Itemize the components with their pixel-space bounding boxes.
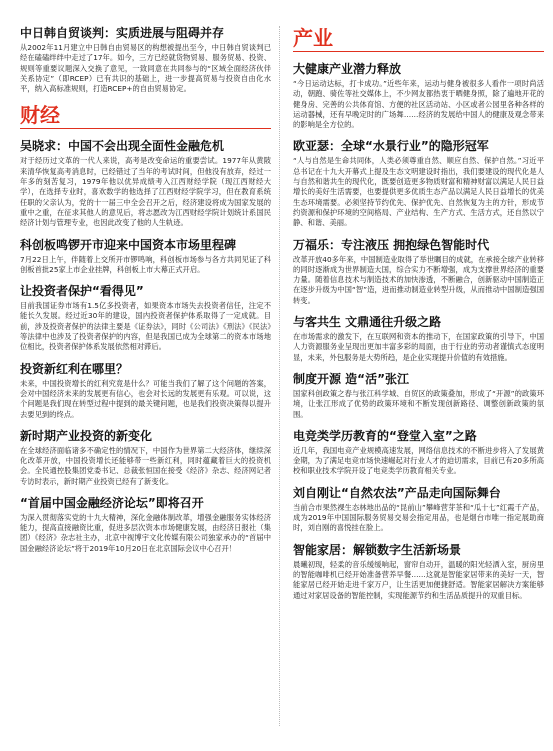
article-headline: 刘自刚让“自然农法”产品走向国际舞台 xyxy=(293,485,501,500)
article xyxy=(293,486,544,534)
article xyxy=(293,429,544,477)
article-headline: 中日韩自贸谈判：实质进展与阻碍并存 xyxy=(20,26,225,40)
article-headline: 欧亚瑟：全球“水景行业”的隐形冠军 xyxy=(293,139,489,154)
article-body: 近几年，我国电竞产业规模高速发展，网络信息技术的不断进步将入了发展黄金期，为了满足电竞市场快速崛起对行业人才的迫切需求，目前已有20多所高校和职业技术学院开设了电竞类学历教育相关专业。 xyxy=(293,445,544,476)
article xyxy=(20,139,271,228)
article-headline: 新时期产业投资的新变化 xyxy=(20,428,153,443)
article-body: 改革开放40多年来，中国制造业取得了举世瞩目的成就，在承接全球产业转移的同时逐渐成为世界制造大国，综合实力不断增强，成为支撑世界经济的重要力量。随着信息技术与制造技术的加快渗透，不断融合，创新驱动中国制造正在逐步升级为中国“智”造，进而推动制造业转型升级，从而推动中国制造强国转变。 xyxy=(293,254,544,305)
article-headline: 与客共生 文鼎通往升级之路 xyxy=(293,315,442,330)
section-header-industry xyxy=(293,26,544,52)
article xyxy=(293,372,544,420)
article xyxy=(20,496,271,554)
article-body: 为深入贯彻落实党的十九大精神，深化金融体制改革，增强金融服务实体经济能力，提高直接融资比重，促进多层次资本市场健康发展，由经济日报社（集团）《经济》杂志社主办，北京中视博宇文化传媒有限公司独家承办的“首届中国金融经济论坛”将于2019年10月20日在北京国际会议中心召开！ xyxy=(20,512,271,553)
article-body: 从2002年11月建立中日韩自由贸易区的构想被提出至今，中日韩自贸谈判已经在磕磕绊绊中走过了17年。如今，三方已经就货物贸易、服务贸易、投资、规则等重要议题深入交换了意见，一致同意在共同参与的“区域全面经济伙伴关系协定”（即RCEP）已有共识的基础上，进一步提高贸易与投资自由化水平，纳入高标准规则，打造RCEP+的自由贸易协定。 xyxy=(20,43,271,94)
article-body: 7月22日上午，伴随着上交所开市锣鸣响，科创板市场参与各方共同见证了科创板首批25家上市企业挂牌，科创板上市大幕正式开启。 xyxy=(20,254,271,274)
article-body: 国家科创政策之春与张江科学城、自贸区的政策叠加，形成了“开源”的政策环境，让张江形成了优势的政策环境和不断发现创新路径、调整创新政策的氛围。 xyxy=(293,388,544,419)
article-headline: 投资新红利在哪里？ xyxy=(20,361,129,376)
left-column xyxy=(20,26,271,563)
article-headline: 科创板鸣锣开市迎来中国资本市场里程碑 xyxy=(20,237,237,252)
section-header-finance xyxy=(20,103,271,129)
article-headline: 吴晓求：中国不会出现全面性金融危机 xyxy=(20,139,225,154)
article-headline: 万福乐：专注液压 拥抱绿色智能时代 xyxy=(293,237,490,252)
section-title: 财经 xyxy=(20,103,60,128)
article xyxy=(20,26,271,94)
article-headline: “首届中国金融经济论坛”即将召开 xyxy=(20,495,204,510)
article xyxy=(293,139,544,228)
article xyxy=(293,543,544,601)
article-body: 在全球经济面临诸多不确定性的情况下，中国作为世界第二大经济体，继续深化改革开放，中国投资增长还能够带一些新红利，同时蕴藏着巨大的投资机会。全民通控股集团党委书记、总裁张恒国在接受《经济》杂志、经济网记者专访时表示，新时期产业投资已经有了新变化。 xyxy=(20,445,271,486)
article xyxy=(20,429,271,487)
article-body: 当前合市果然裸生态林地出品的“昆前山”攀峰营芽茶和“瓜十七”红霞千产品，成为2019年中国国际服务贸易交易会指定用品，也是烟台市唯一指定展助商时，刘自刚的喜悦挂在脸上。 xyxy=(293,502,544,533)
right-column xyxy=(293,26,544,610)
article-headline: 智能家居：解锁数字生活新场景 xyxy=(293,542,462,557)
article-body: 目前我国证券市场有1.5亿多投资者，如果资本市场失去投资者信任，注定不能长久发展。经过近30年的建设，国内投资者保护体系取得了一定成就。目前，涉及投资者保护的法律主要是《证券法》，同时《公司法》《刑法》《民法》等法律中也涉及了投资者保护的内容，但是我国已成为全球第二的资本市场地位相比，投资者保护体系发展依然相对滞后。 xyxy=(20,301,271,352)
article xyxy=(20,238,271,276)
article xyxy=(293,315,544,363)
article-headline: 电竞类学历教育的“登堂入室”之路 xyxy=(293,428,477,443)
article-body: 晨曦初现，轻柔的音乐缓缓响起，窗帘自动开，温暖的阳光轻洒入室，厨房里的智能咖啡机已经开始准备营养早餐……这就是智能家居带来的美好一天，智能家居已经开始走进千家万户，让生活更加便捷舒适。智能家居解决方案能够通过对家居设备的智能控制，实现能源节约和生活品质提升的双重目标。 xyxy=(293,559,544,600)
article-body: 在市场需求的激发下，在互联网和资本的推动下，在国家政策的引导下，中国人力资源服务业呈现出更加丰富多彩的局面，由于行业的劳动者谨慎式态度明显，未来，外包服务是大势所趋，是企业实现提升价值的有效措施。 xyxy=(293,332,544,362)
section-title: 产业 xyxy=(293,26,333,50)
article-headline: 大健康产业潜力释放 xyxy=(293,62,402,76)
article-body: 对于经历过文革的一代人来说，高考是改变命运的重要尝试。1977年从黄陂来清华恢复高考消息时，已经错过了当年的考试时间，但他没有放弃，经过一年多的刻苦复习，1979年他以优异成绩考入江西财经学院（现江西财经大学），在选择专业时，喜欢数学的他选择了江西财经学院学习，但在教育系统任职的父亲认为，党的十一届三中全会召开之后，经济建设将成为国家发展的重中之重，在征求其他人的意见后，将志愿改为江西财经学院计划统计系国民经济计划与管理专业，也因此改变了他的人生轨迹。 xyxy=(20,156,271,228)
column-divider xyxy=(279,26,280,726)
section-rule xyxy=(293,51,544,52)
article xyxy=(20,362,271,420)
article-headline: 让投资者保护“看得见” xyxy=(20,284,144,299)
section-rule xyxy=(20,128,271,129)
article-body: 未来，中国投资增长的红利究竟是什么？可能当我们了解了这个问题的答案，会对中国经济未来的发展更有信心，也会对长远的发展更有乐观。可以说，这个问题是我们现在转型过程中提到的最关键问题，也是我们投资决策得以提升去要见到的终点。 xyxy=(20,378,271,419)
article-body: “人与自然是生命共同体，人类必须尊重自然、顺应自然、保护自然。”习近平总书记在十九大开幕式上提及生态文明建设时指出，我们要建设的现代化是人与自然和谐共生的现代化，既要创造更多物质财富和精神财富以满足人民日益增长的美好生活需要，也要提供更多优质生态产品以满足人民日益增长的优美生态环境需要。必须坚持节约优先、保护优先、自然恢复为主的方针，形成节约资源和保护环境的空间格局、产业结构、生产方式、生活方式，还自然以宁静、和谐、美丽。 xyxy=(293,156,544,228)
article xyxy=(293,238,544,306)
article xyxy=(20,284,271,352)
article-headline: 制度开源 造“活”张江 xyxy=(293,371,409,386)
article-body: “今日运动达标，打卡成功。”近些年来，运动与健身被很多人看作一项时尚活动，朝跑、骑佐等社交媒体上，不少网友都热衷于晒健身照，除了遍地开花的健身房、完善的公共体育馆、方便的社区活动站、小区或者公园里各种各样的运动器械，还有早晚定时的广场舞……经济的发展给中国人的健康及观念带来的影响是全方位的。 xyxy=(293,79,544,130)
article xyxy=(293,62,544,130)
